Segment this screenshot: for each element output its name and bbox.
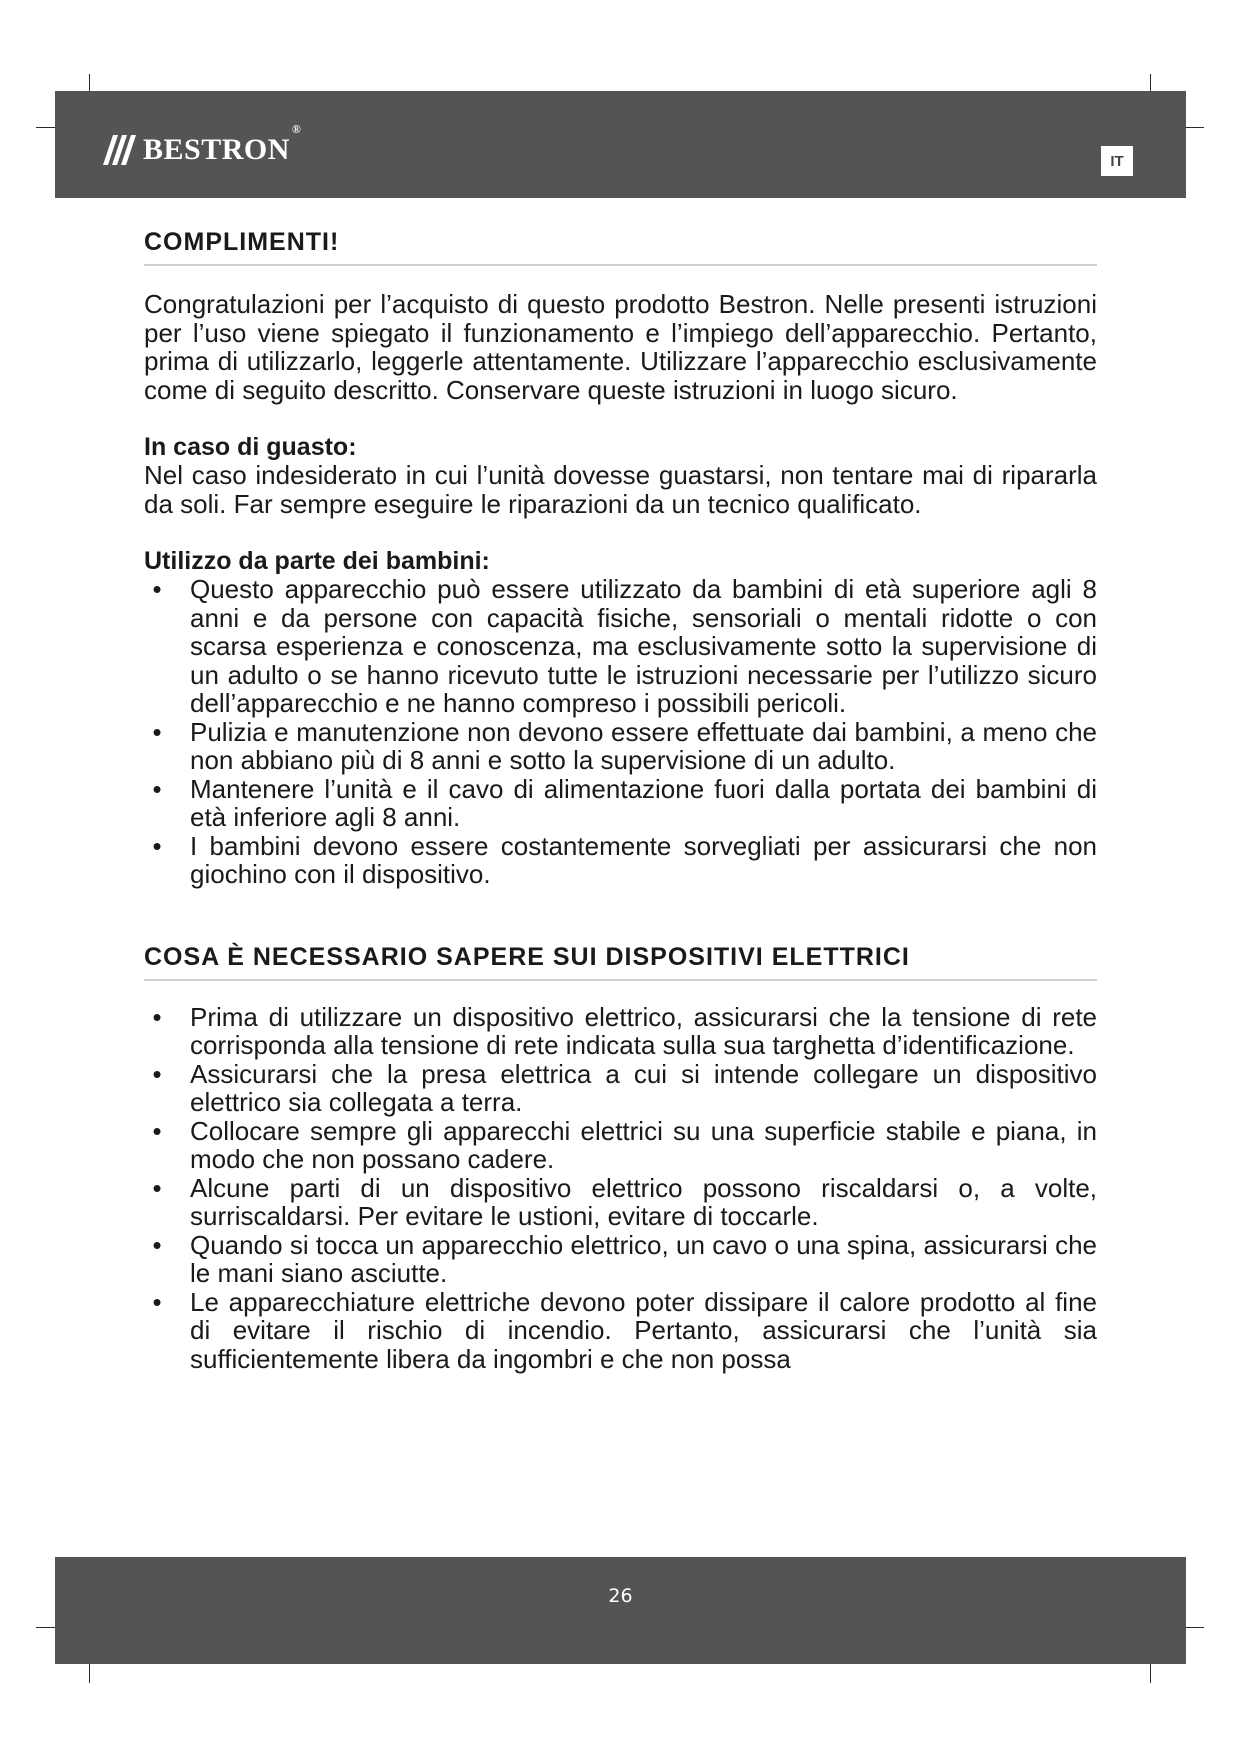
registered-mark: ® bbox=[291, 122, 302, 136]
double-chevron-icon bbox=[103, 135, 137, 165]
section-title-compliments: COMPLIMENTI! bbox=[144, 228, 1097, 266]
list-item-text: Assicurarsi che la presa elettrica a cui si intende collegare un dispositivo elettrico sia collegata a terra. bbox=[190, 1058, 1097, 1117]
list-item-text: Mantenere l’unità e il cavo di alimentazione fuori dalla portata dei bambini di età inferiore agli 8 anni. bbox=[190, 773, 1097, 832]
bullet-icon: • bbox=[152, 1058, 162, 1089]
list-item bbox=[144, 832, 1097, 889]
bullet-icon: • bbox=[152, 830, 162, 861]
list-item bbox=[144, 775, 1097, 832]
bullet-icon: • bbox=[152, 574, 162, 604]
page-number: 26 bbox=[608, 1585, 633, 1607]
brand-name bbox=[143, 122, 302, 166]
fault-heading: In caso di guasto: bbox=[144, 433, 357, 461]
brand-logo bbox=[103, 122, 302, 166]
intro-paragraph: Congratulazioni per l’acquisto di questo prodotto Bestron. Nelle presenti istruzioni per l’uso viene spiegato il funzionamento e l’impiego dell’apparecchio. Pertanto, prima di utilizzarlo, leggerle attentamente. Utilizzare l’apparecchio esclusivamente come di seguito descritto. Conservare queste istruzioni in luogo sicuro. bbox=[144, 289, 1097, 405]
bullet-icon: • bbox=[152, 1172, 162, 1203]
bullet-icon: • bbox=[152, 1286, 162, 1317]
children-list bbox=[144, 575, 1097, 889]
language-badge: IT bbox=[1101, 146, 1133, 176]
list-item bbox=[144, 1288, 1097, 1374]
list-item-text: Questo apparecchio può essere utilizzato da bambini di età superiore agli 8 anni e da persone con capacità fisiche, sensoriali o mentali ridotte o con scarsa esperienza e conoscenza, ma esclusivamente sotto la supervisione di un adulto o se hanno ricevuto tutte le istruzioni necessarie per l’utilizzo sicuro dell’apparecchio e ne hanno compreso i possibili pericoli. bbox=[190, 574, 1097, 718]
list-item-text: Collocare sempre gli apparecchi elettrici su una superficie stabile e piana, in modo che non possano cadere. bbox=[190, 1115, 1097, 1174]
bullet-icon: • bbox=[152, 716, 162, 747]
list-item-text: Alcune parti di un dispositivo elettrico possono riscaldarsi o, a volte, surriscaldarsi. Per evitare le ustioni, evitare di toccarle. bbox=[190, 1172, 1097, 1231]
list-item-text: I bambini devono essere costantemente sorvegliati per assicurarsi che non giochino con il dispositivo. bbox=[190, 830, 1097, 889]
list-item-text: Prima di utilizzare un dispositivo elettrico, assicurarsi che la tensione di rete corrisponda alla tensione di rete indicata sulla sua targhetta d’identificazione. bbox=[190, 1001, 1097, 1060]
bullet-icon: • bbox=[152, 1229, 162, 1260]
bullet-icon: • bbox=[152, 1001, 162, 1032]
list-item-text: Quando si tocca un apparecchio elettrico, un cavo o una spina, assicurarsi che le mani siano asciutte. bbox=[190, 1229, 1097, 1288]
footer-bar bbox=[55, 1557, 1186, 1664]
list-item bbox=[144, 1117, 1097, 1174]
brand-text: BESTRON bbox=[143, 133, 290, 166]
page-content bbox=[144, 228, 1097, 1373]
list-item-text: Le apparecchiature elettriche devono poter dissipare il calore prodotto al fine di evitare il rischio di incendio. Pertanto, assicurarsi che l’unità sia sufficientemente libera da ingombri e che non possa bbox=[190, 1286, 1097, 1374]
bullet-icon: • bbox=[152, 1115, 162, 1146]
bullet-icon: • bbox=[152, 773, 162, 804]
header-bar bbox=[55, 91, 1186, 198]
list-item bbox=[144, 1060, 1097, 1117]
section-title-electrical: COSA È NECESSARIO SAPERE SUI DISPOSITIVI ELETTRICI bbox=[144, 943, 1097, 981]
list-item bbox=[144, 1174, 1097, 1231]
list-item bbox=[144, 718, 1097, 775]
list-item bbox=[144, 1231, 1097, 1288]
list-item-text: Pulizia e manutenzione non devono essere effettuate dai bambini, a meno che non abbiano più di 8 anni e sotto la supervisione di un adulto. bbox=[190, 716, 1097, 775]
fault-paragraph: Nel caso indesiderato in cui l’unità dovesse guastarsi, non tentare mai di ripararla da soli. Far sempre eseguire le riparazioni da un tecnico qualificato. bbox=[144, 460, 1097, 519]
electrical-list bbox=[144, 1003, 1097, 1374]
children-heading: Utilizzo da parte dei bambini: bbox=[144, 547, 490, 575]
list-item bbox=[144, 1003, 1097, 1060]
list-item bbox=[144, 575, 1097, 718]
